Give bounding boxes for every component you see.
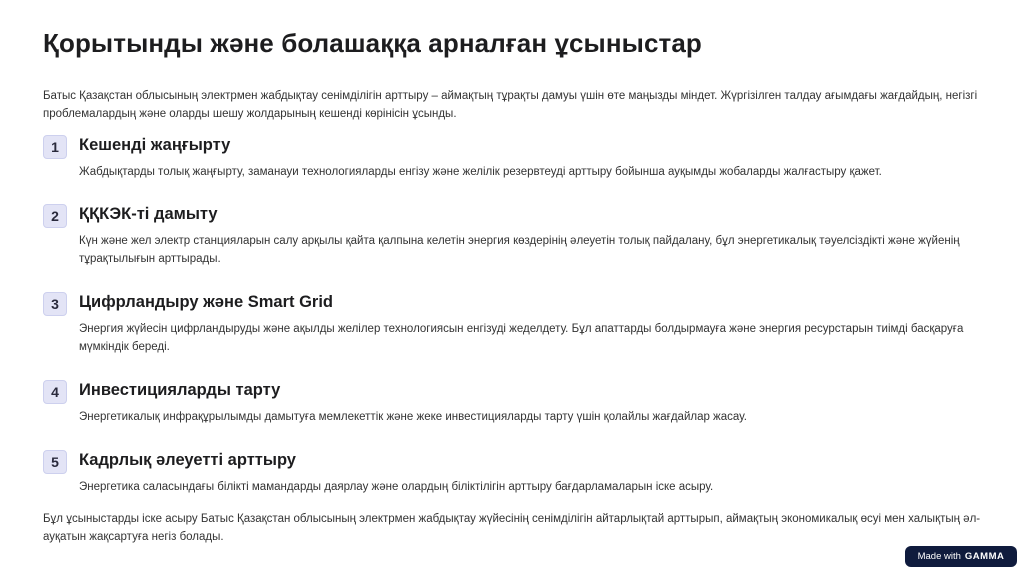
step-number-badge: 5 (43, 450, 67, 474)
conclusion-paragraph: Бұл ұсыныстарды іске асыру Батыс Қазақстан облысының электрмен жабдықтау жүйесінің сенімділігін айтарлықтай арттырып, аймақтың экономикалық өсуі мен халықтың әл-ауқатын жақсартуға негіз болады. (43, 513, 981, 543)
recommendation-description: Энергетика саласындағы білікті мамандарды даярлау және олардың біліктілігін арттыру бағдарламаларын іске асыру. (79, 481, 714, 493)
recommendation-title: Инвестицияларды тарту (79, 381, 281, 399)
recommendation-description: Энергия жүйесін цифрландыруды және ақылды желілер технологиясын енгізуді жеделдету. Бұл апаттарды болдырмауға және энергия ресурстарын тиімді басқаруға мүмкіндік береді. (79, 323, 964, 353)
recommendation-title: Кешенді жаңғырту (79, 136, 231, 154)
recommendation-title: Кадрлық әлеуетті арттыру (79, 451, 296, 469)
gamma-logo: GAMMA (964, 551, 1005, 562)
step-number-badge: 1 (43, 135, 67, 159)
intro-paragraph: Батыс Қазақстан облысының электрмен жабдықтау сенімділігін арттыру – аймақтың тұрақты дамуы үшін өте маңызды міндет. Жүргізілген талдау ағымдағы жағдайдың, негізгі проблемалардың және оларды шешу жолдарының кешенді көрінісін ұсынды. (43, 90, 978, 120)
made-with-gamma-badge[interactable] (905, 546, 1017, 567)
step-number-badge: 2 (43, 204, 67, 228)
step-number-badge: 4 (43, 380, 67, 404)
recommendation-description: Энергетикалық инфрақұрылымды дамытуға мемлекеттік және жеке инвестицияларды тарту үшін қолайлы жағдайлар жасау. (79, 411, 747, 423)
recommendation-title: ҚҚКЭК-ті дамыту (79, 205, 218, 223)
recommendation-description: Жабдықтарды толық жаңғырту, заманауи технологияларды енгізу және желілік резервтеуді арттыру бойынша ауқымды жобаларды жалғастыру қажет. (79, 166, 882, 178)
recommendation-description: Күн және жел электр станцияларын салу арқылы қайта қалпына келетін энергия көздерінің әлеуетін толық пайдалану, бұл энергетикалық тәуелсіздікті және жүйенің тұрақтылығын арттырады. (79, 235, 960, 265)
page-title: Қорытынды және болашаққа арналған ұсыныстар (43, 28, 702, 58)
recommendation-title: Цифрландыру және Smart Grid (79, 293, 333, 311)
badge-prefix: Made with (917, 551, 961, 562)
step-number-badge: 3 (43, 292, 67, 316)
